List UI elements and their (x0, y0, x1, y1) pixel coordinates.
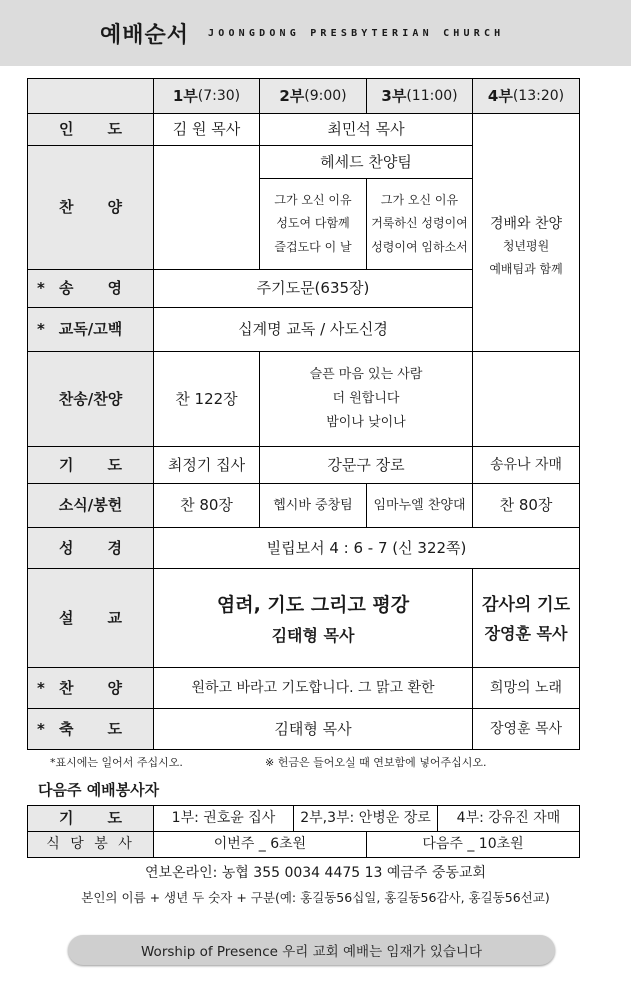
label-creed: * 교독/고백 (27, 307, 154, 352)
hymn-s1: 찬 122장 (153, 351, 260, 447)
next-prayer-1: 1부: 권호윤 집사 (153, 805, 294, 832)
service-2-header: 2부 (9:00) (259, 78, 367, 114)
benediction-value: 김태형 목사 (153, 708, 473, 750)
page-header (0, 0, 631, 66)
meal-this-week: 이번주 _ 6초원 (153, 831, 367, 858)
offering-s2: 헵시바 중창팀 (259, 483, 367, 528)
next-prayer-23: 2부,3부: 안병운 장로 (293, 805, 438, 832)
sermon-title: 염려, 기도 그리고 평강 (216, 594, 410, 617)
call-s23: 최민석 목사 (259, 113, 473, 146)
label-prayer: 기 도 (27, 446, 154, 484)
sermon-s13 (153, 568, 473, 668)
label-sermon: 설 교 (27, 568, 154, 668)
label-offering: 소식/봉헌 (27, 483, 154, 528)
online-giving: 연보온라인: 농협 355 0034 4475 13 예금주 중동교회 (145, 865, 486, 881)
next-prayer-4: 4부: 강유진 자매 (437, 805, 580, 832)
label-hymn2: * 찬 양 (27, 667, 154, 709)
call-s1: 김 원 목사 (153, 113, 260, 146)
note-stand: *표시에는 일어서 주십시오. (50, 756, 183, 769)
doxology-value: 주기도문(635장) (153, 269, 473, 308)
next-prayer-label: 기 도 (27, 805, 154, 832)
offering-s1: 찬 80장 (153, 483, 260, 528)
label-doxology: * 송 영 (27, 269, 154, 308)
label-hymn: 찬송/찬양 (27, 351, 154, 447)
online-giving-instructions: 본인의 이름 + 생년 두 숫자 + 구분(예: 홍길동56십일, 홍길동56감사, 홍길동56선교) (81, 890, 550, 905)
prayer-s1: 최정기 집사 (153, 446, 260, 484)
label-benediction: * 축 도 (27, 708, 154, 750)
praise-s1 (153, 145, 260, 270)
offering-s4: 찬 80장 (472, 483, 580, 528)
label-call: 인 도 (27, 113, 154, 146)
hymn2-s4: 희망의 노래 (472, 667, 580, 709)
hymn2-value: 원하고 바라고 기도합니다. 그 맑고 환한 (153, 667, 473, 709)
service-1-header: 1부 (7:30) (153, 78, 260, 114)
sermon-s4: 감사의 기도 장영훈 목사 (472, 568, 580, 668)
prayer-s4: 송유나 자매 (472, 446, 580, 484)
praise-s4: 경배와 찬양 청년평원 예배팀과 함께 (472, 113, 580, 352)
table-corner (27, 78, 154, 114)
benediction-s4: 장영훈 목사 (472, 708, 580, 750)
label-scripture: 성 경 (27, 527, 154, 569)
page-title: 예배순서 (100, 23, 190, 48)
label-praise: 찬 양 (27, 145, 154, 270)
next-week-title: 다음주 예배봉사자 (38, 781, 160, 799)
creed-value: 십계명 교독 / 사도신경 (153, 307, 473, 352)
church-name: JOONGDONG PRESBYTERIAN CHURCH (208, 28, 505, 39)
offering-s3: 임마누엘 찬양대 (366, 483, 473, 528)
note-offering: ※ 헌금은 들어오실 때 연보함에 넣어주십시오. (265, 756, 487, 769)
scripture-value: 빌립보서 4 : 6 - 7 (신 322쪽) (153, 527, 580, 569)
sermon-preacher: 김태형 목사 (271, 625, 355, 645)
hymn-s4 (472, 351, 580, 447)
hymn-s23-list: 슬픈 마음 있는 사람 더 원합니다 밤이나 낮이나 (259, 351, 473, 447)
footer-banner: Worship of Presence 우리 교회 예배는 임재가 있습니다 (68, 935, 555, 965)
prayer-s23: 강문구 장로 (259, 446, 473, 484)
meal-next-week: 다음주 _ 10초원 (366, 831, 580, 858)
service-3-header: 3부 (11:00) (366, 78, 473, 114)
service-4-header: 4부 (13:20) (472, 78, 580, 114)
praise-s2-list: 그가 오신 이유 성도여 다함께 즐겁도다 이 날 (259, 178, 367, 270)
praise-s3-list: 그가 오신 이유 거룩하신 성령이여 성령이여 임하소서 (366, 178, 473, 270)
meal-label: 식 당 봉 사 (27, 831, 154, 858)
praise-team: 헤세드 찬양팀 (259, 145, 473, 179)
